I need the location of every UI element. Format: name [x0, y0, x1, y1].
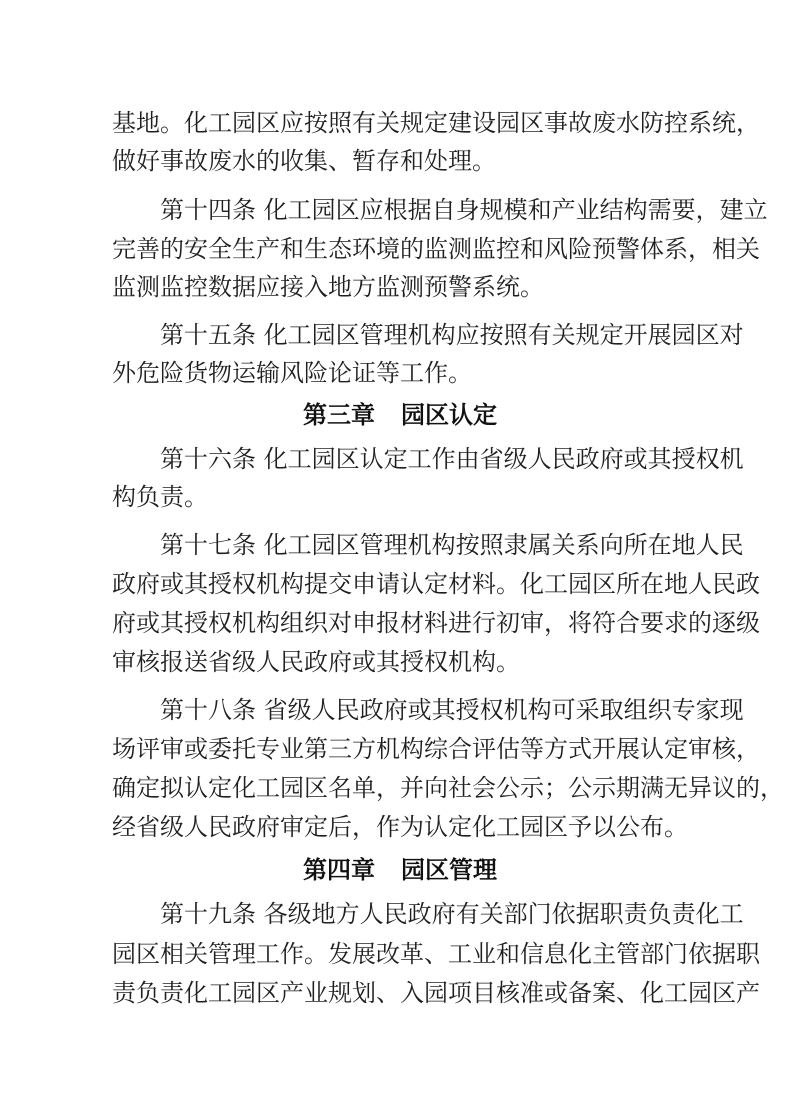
- chapter-3-number: 第三章: [303, 401, 375, 429]
- paragraph-line: 基地。化工园区应按照有关规定建设园区事故废水防控系统，: [112, 109, 760, 137]
- article-19-line: 第十九条 各级地方人民政府有关部门依据职责负责化工: [160, 900, 744, 928]
- article-19-line: 责负责化工园区产业规划、入园项目核准或备案、化工园区产: [112, 979, 760, 1007]
- article-18-line: 第十八条 省级人民政府或其授权机构可采取组织专家现: [160, 696, 744, 724]
- article-17-line: 政府或其授权机构提交申请认定材料。化工园区所在地人民政: [112, 570, 760, 598]
- chapter-3-heading: [0, 398, 800, 432]
- chapter-4-number: 第四章: [303, 856, 375, 884]
- article-18-line: 场评审或委托专业第三方机构综合评估等方式开展认定审核，: [112, 735, 760, 763]
- article-18-line: 确定拟认定化工园区名单，并向社会公示；公示期满无异议的，: [112, 774, 784, 802]
- chapter-4-heading: [0, 853, 800, 887]
- article-16-line: 构负责。: [112, 483, 208, 511]
- article-17-line: 府或其授权机构组织对申报材料进行初审，将符合要求的逐级: [112, 609, 760, 637]
- chapter-3-title: 园区认定: [401, 401, 497, 429]
- chapter-4-title: 园区管理: [401, 856, 497, 884]
- article-15-line: 外危险货物运输风险论证等工作。: [112, 359, 472, 387]
- article-18-line: 经省级人民政府审定后，作为认定化工园区予以公布。: [112, 813, 688, 841]
- article-14-line: 第十四条 化工园区应根据自身规模和产业结构需要，建立: [160, 196, 768, 224]
- article-14-line: 监测监控数据应接入地方监测预警系统。: [112, 273, 544, 301]
- article-17-line: 第十七条 化工园区管理机构按照隶属关系向所在地人民: [160, 531, 744, 559]
- paragraph-line: 做好事故废水的收集、暂存和处理。: [112, 147, 496, 175]
- article-15-line: 第十五条 化工园区管理机构应按照有关规定开展园区对: [160, 321, 744, 349]
- article-16-line: 第十六条 化工园区认定工作由省级人民政府或其授权机: [160, 445, 744, 473]
- article-19-line: 园区相关管理工作。发展改革、工业和信息化主管部门依据职: [112, 940, 760, 968]
- article-17-line: 审核报送省级人民政府或其授权机构。: [112, 648, 520, 676]
- article-14-line: 完善的安全生产和生态环境的监测监控和风险预警体系，相关: [112, 235, 760, 263]
